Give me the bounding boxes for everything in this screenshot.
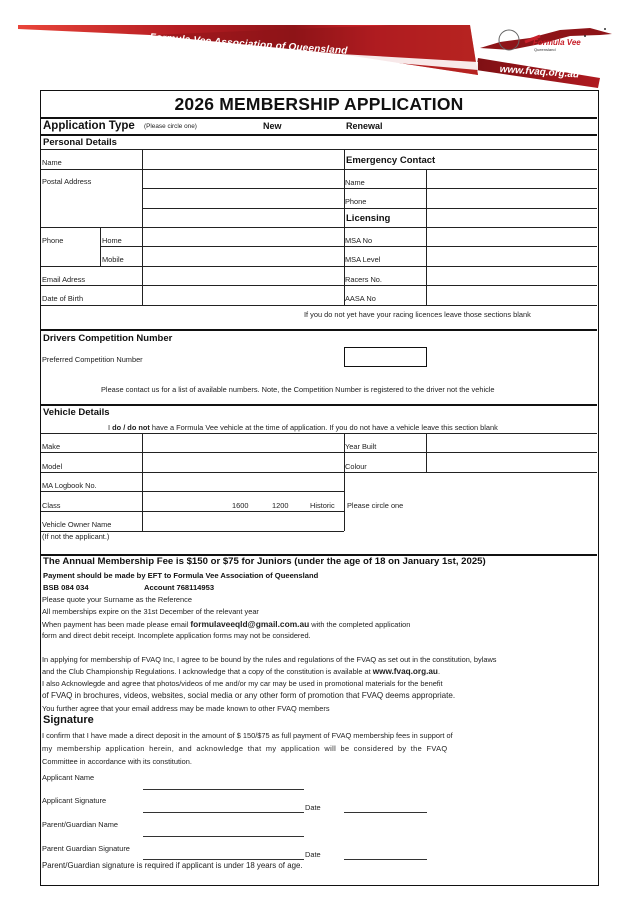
applicant-name-line[interactable] [143,789,304,790]
bsb-number: BSB 084 034 [43,583,89,592]
agreement-line-4: of FVAQ in brochures, videos, websites, social media or any other form of promotion that FVAQ deems appropriate. [42,691,456,700]
name-field[interactable] [143,151,343,168]
agreement-line-3: I also Acknowlegde and agree that photos/videos of me and/or my car may be used in promotional materials for the benefit [42,679,443,688]
year-built-label: Year Built [345,442,377,451]
email-field[interactable] [143,268,343,284]
constitution-link[interactable]: www.fvaq.org.au [372,667,438,676]
divider [41,452,597,453]
model-label: Model [42,462,63,471]
emergency-name-label: Name [345,178,365,187]
postal-address-field-1[interactable] [143,171,343,187]
class-label: Class [42,501,61,510]
confirm-line-2: my membership application herein, and acknowledge that my application will be considered by the FVAQ [42,744,448,753]
licensing-heading: Licensing [346,213,391,224]
divider [41,305,597,306]
divider [41,472,597,473]
option-new[interactable]: New [263,121,282,131]
licensing-note: If you do not yet have your racing licences leave those sections blank [304,310,531,319]
phone-label: Phone [42,236,64,245]
expiry-note: All memberships expire on the 31st December of the relevant year [42,607,259,616]
applicant-name-label: Applicant Name [42,773,95,782]
emergency-phone-field[interactable] [428,190,596,206]
class-hint: Please circle one [347,501,404,510]
msa-level-field[interactable] [428,248,596,264]
divider [41,491,344,492]
guardian-note: Parent/Guardian signature is required if applicant is under 18 years of age. [42,861,303,870]
preferred-number-input[interactable] [344,347,427,367]
preferred-number-label: Preferred Competition Number [42,355,143,364]
form-title: 2026 MEMBERSHIP APPLICATION [174,94,464,114]
postal-address-label: Postal Address [42,177,92,186]
divider [41,511,344,512]
dob-label: Date of Birth [42,294,84,303]
divider [41,149,597,150]
divider [142,208,597,209]
divider [41,227,597,228]
make-field[interactable] [143,435,343,451]
header-banner [0,0,640,88]
divider [41,134,597,136]
guardian-signature-line[interactable] [143,859,304,860]
agreement-line-1: In applying for membership of FVAQ Inc, I agree to be bound by the rules and regulations of the FVAQ as set out in the constitution, bylaws [42,655,497,664]
applicant-date-label: Date [305,803,321,812]
home-phone-label: Home [102,236,122,245]
dob-field[interactable] [143,287,343,303]
banner-url[interactable]: www.fvaq.org.au [499,64,580,81]
divider [41,404,597,406]
agreement-line-5: You further agree that your email address may be made known to other FVAQ members [42,704,330,713]
logbook-field[interactable] [143,474,343,490]
divider [41,329,597,331]
vehicle-statement-prefix: I [108,423,113,432]
divider [142,188,597,189]
agreement-line-2-end: . [437,667,441,676]
make-label: Make [42,442,61,451]
reference-note: Please quote your Surname as the Reference [42,595,192,604]
confirm-line-3: Committee in accordance with its constitution. [42,757,192,766]
guardian-signature-label: Parent Guardian Signature [42,844,130,853]
msa-no-label: MSA No [345,236,373,245]
model-field[interactable] [143,454,343,470]
logbook-label: MA Logbook No. [42,481,97,490]
class-option-1200[interactable]: 1200 [272,501,289,510]
account-number: Account 768114953 [144,583,215,592]
applicant-signature-line[interactable] [143,812,304,813]
emergency-contact-heading: Emergency Contact [346,155,436,166]
owner-field[interactable] [143,513,343,529]
postal-address-field-3[interactable] [143,210,343,226]
divider [41,169,597,170]
vehicle-do-donot-option[interactable]: do / do not [112,423,150,432]
email-label: Email Adress [42,275,86,284]
racers-no-label: Racers No. [345,275,382,284]
postal-address-field-2[interactable] [143,190,343,206]
owner-label: Vehicle Owner Name [42,520,112,529]
guardian-date-line[interactable] [344,859,427,860]
email-instruction-line2: form and direct debit receipt. Incomplete application forms may not be considered. [42,631,311,640]
membership-form [40,90,599,886]
emergency-phone-label: Phone [345,197,367,206]
guardian-name-line[interactable] [143,836,304,837]
vehicle-heading: Vehicle Details [43,407,110,418]
confirm-line-1: I confirm that I have made a direct deposit in the amount of $ 150/$75 as full payment of FVAQ membership fees in support of [42,731,453,740]
aasa-no-label: AASA No [345,294,376,303]
divider [41,285,597,286]
divider [41,433,597,434]
emergency-name-field[interactable] [428,171,596,187]
msa-no-field[interactable] [428,229,596,245]
payment-instruction: Payment should be made by EFT to Formula Vee Association of Queensland [43,571,319,580]
name-label: Name [42,158,62,167]
banner-organization: Formula Vee Association of Queensland [149,32,348,57]
club-email-link[interactable]: formulaveeqld@gmail.com.au [190,619,310,629]
option-renewal[interactable]: Renewal [346,121,383,131]
competition-note: Please contact us for a list of available numbers. Note, the Competition Number is registered to the driver not the vehicle [101,385,495,394]
colour-field[interactable] [428,454,596,470]
guardian-name-label: Parent/Guardian Name [42,820,118,829]
racers-no-field[interactable] [428,268,596,284]
personal-details-heading: Personal Details [43,137,117,148]
email-instruction-prefix: When payment has been made please email [42,620,191,629]
aasa-no-field[interactable] [428,287,596,303]
email-instruction [42,619,410,629]
mobile-phone-field[interactable] [143,248,343,264]
fee-heading: The Annual Membership Fee is $150 or $75 for Juniors (under the age of 18 on January 1st, 2025) [43,556,486,567]
application-type-hint: (Please circle one) [144,123,197,130]
divider [100,246,597,247]
vehicle-statement [108,423,498,432]
applicant-signature-label: Applicant Signature [42,796,107,805]
applicant-date-line[interactable] [344,812,427,813]
mobile-phone-label: Mobile [102,255,124,264]
colour-label: Colour [345,462,367,471]
application-type-label: Application Type [43,120,135,132]
owner-note: (If not the applicant.) [42,532,110,541]
competition-heading: Drivers Competition Number [43,333,173,344]
logo-subtext: Queensland [534,47,556,52]
signature-heading: Signature [43,714,94,726]
guardian-date-label: Date [305,850,321,859]
agreement-line-2-text: and the Club Championship Regulations. I acknowledge that a copy of the constitution is available at [42,667,373,676]
class-option-1600[interactable]: 1600 [232,501,249,510]
year-built-field[interactable] [428,435,596,451]
msa-level-label: MSA Level [345,255,381,264]
divider [41,266,597,267]
home-phone-field[interactable] [143,229,343,245]
class-option-historic[interactable]: Historic [310,501,335,510]
email-instruction-suffix: with the completed application [309,620,411,629]
agreement-line-2 [42,667,440,676]
vehicle-statement-suffix: have a Formula Vee vehicle at the time of application. If you do not have a vehicle leave this section blank [149,423,498,432]
divider [41,117,597,119]
logo-text: Formula Vee [533,38,581,47]
